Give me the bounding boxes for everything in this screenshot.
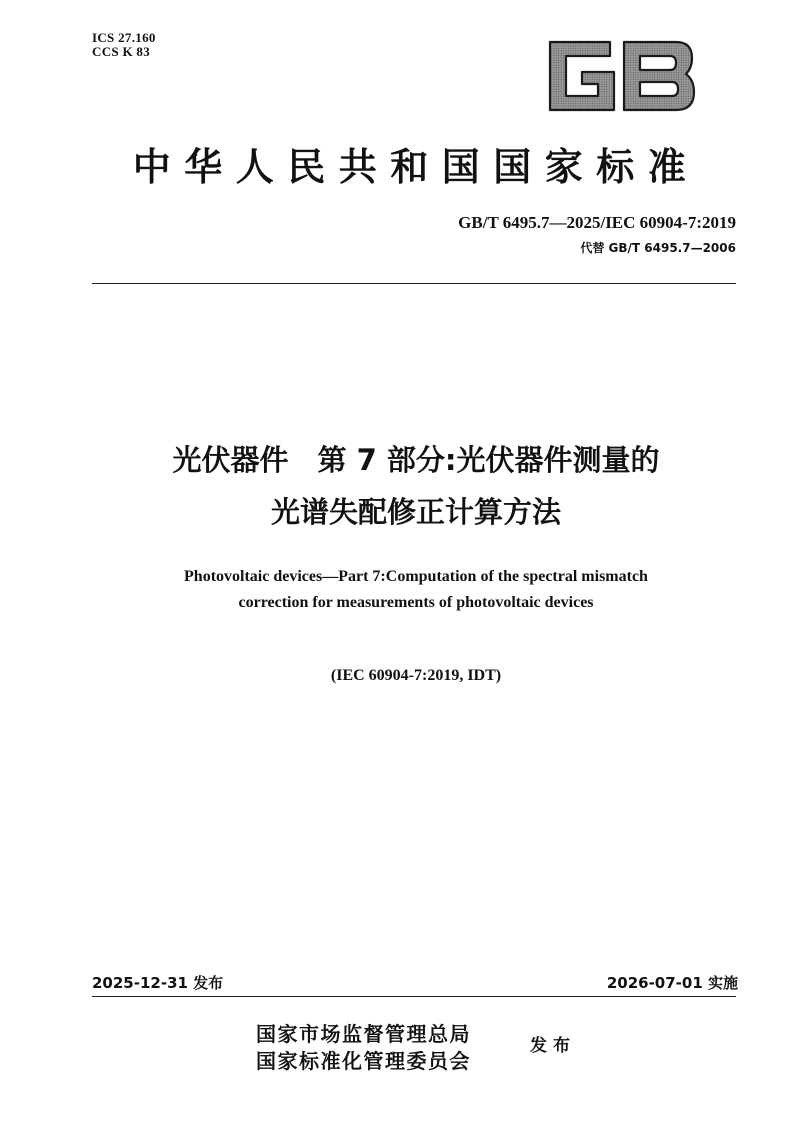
ics-code: ICS 27.160 — [92, 30, 156, 45]
english-title-line-1: Photovoltaic devices—Part 7:Computation of the spectral mismatch — [184, 568, 648, 585]
header-divider — [92, 283, 736, 284]
issued-label: 发布 — [530, 1036, 576, 1056]
implementation-date: 2026-07-01 实施 — [606, 974, 738, 992]
footer-divider — [92, 996, 736, 997]
national-standard-title: 中华人民共和国国家标准 — [132, 144, 700, 189]
issuer-sac: 国家标准化管理委员会 — [256, 1049, 471, 1073]
gb-standard-logo-icon — [536, 28, 704, 124]
consistency-note: (IEC 60904-7:2019, IDT) — [330, 667, 502, 684]
english-title-line-2: correction for measurements of photovoltaic devices — [238, 594, 594, 611]
replaces-standard: 代替 GB/T 6495.7—2006 — [580, 241, 736, 255]
chinese-title-line-2: 光谱失配修正计算方法 — [270, 495, 561, 529]
ccs-code: CCS K 83 — [92, 44, 151, 59]
chinese-title-line-1: 光伏器件 第 7 部分:光伏器件测量的 — [172, 443, 660, 477]
standard-number: GB/T 6495.7—2025/IEC 60904-7:2019 — [458, 213, 736, 232]
issue-date: 2025-12-31 发布 — [92, 974, 224, 992]
issuer-samr: 国家市场监督管理总局 — [256, 1022, 471, 1046]
